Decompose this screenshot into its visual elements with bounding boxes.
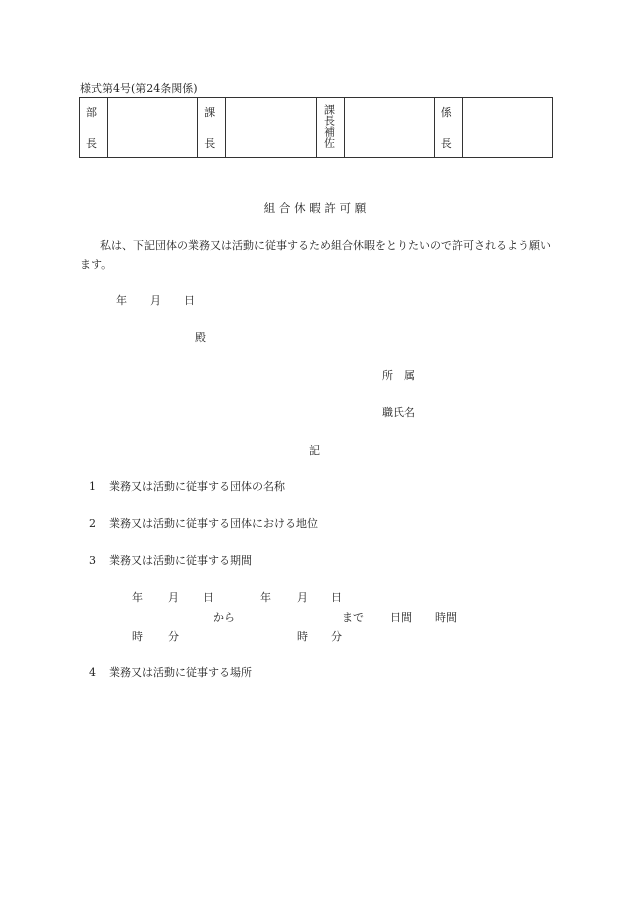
period-end-minute: 分 bbox=[331, 630, 342, 643]
date-month-label: 月 bbox=[150, 294, 161, 307]
stamp-label-top: 係 bbox=[440, 106, 452, 119]
period-days-label: 日間 bbox=[390, 611, 412, 624]
stamp-label-top: 課 bbox=[204, 106, 216, 119]
period-end-day: 日 bbox=[331, 591, 342, 604]
stamp-label-stack bbox=[323, 104, 335, 148]
stamp-label-bucho bbox=[80, 98, 108, 158]
affiliation-label: 所 属 bbox=[382, 369, 415, 382]
period-end-hour: 時 bbox=[297, 630, 308, 643]
period-until-label: まで bbox=[342, 611, 364, 624]
stamp-label-bottom: 長 bbox=[86, 137, 97, 150]
stamp-box-kacho[interactable] bbox=[226, 98, 316, 158]
period-hours-label: 時間 bbox=[435, 611, 457, 624]
stamp-box-bucho[interactable] bbox=[108, 98, 198, 158]
date-year-label: 年 bbox=[116, 294, 127, 307]
list-item bbox=[89, 478, 285, 494]
item-label: 業務又は活動に従事する団体の名称 bbox=[109, 480, 285, 493]
period-end-month: 月 bbox=[297, 591, 308, 604]
period-from-label: から bbox=[213, 611, 235, 624]
stamp-box-kacho-hosa[interactable] bbox=[344, 98, 434, 158]
form-number: 様式第4号(第24条関係) bbox=[80, 82, 198, 95]
stamp-label-kacho-hosa bbox=[316, 98, 344, 158]
stamp-label-char: 補 bbox=[322, 126, 336, 137]
period-end-year: 年 bbox=[260, 591, 271, 604]
stamp-box-kakaricho[interactable] bbox=[462, 98, 552, 158]
item-label: 業務又は活動に従事する期間 bbox=[109, 554, 252, 567]
job-name-label: 職氏名 bbox=[382, 406, 415, 419]
period-start-year: 年 bbox=[132, 591, 143, 604]
approval-stamp-table bbox=[79, 97, 553, 158]
period-start-hour: 時 bbox=[132, 630, 143, 643]
stamp-label-bottom: 長 bbox=[204, 137, 216, 150]
addressee-suffix: 殿 bbox=[195, 331, 206, 344]
item-number: 2 bbox=[89, 517, 96, 530]
stamp-label-char: 課 bbox=[322, 104, 336, 115]
item-number: 1 bbox=[89, 480, 96, 493]
stamp-label-bottom: 長 bbox=[440, 137, 452, 150]
document-title: 組 合 休 暇 許 可 願 bbox=[263, 201, 367, 215]
list-item bbox=[89, 664, 252, 680]
stamp-label-kakaricho bbox=[434, 98, 462, 158]
period-start-day: 日 bbox=[203, 591, 214, 604]
stamp-label-kacho bbox=[198, 98, 226, 158]
ki-heading: 記 bbox=[309, 444, 320, 457]
item-number: 4 bbox=[89, 666, 96, 679]
date-day-label: 日 bbox=[184, 294, 195, 307]
period-start-month: 月 bbox=[168, 591, 179, 604]
item-label: 業務又は活動に従事する場所 bbox=[109, 666, 252, 679]
stamp-label-char: 長 bbox=[322, 115, 336, 126]
stamp-label-top: 部 bbox=[86, 106, 97, 119]
list-item bbox=[89, 552, 252, 568]
stamp-label-char: 佐 bbox=[322, 137, 336, 148]
request-body-text: 私は、下記団体の業務又は活動に従事するため組合休暇をとりたいので許可されるよう願います。 bbox=[80, 239, 551, 271]
list-item bbox=[89, 515, 318, 531]
item-label: 業務又は活動に従事する団体における地位 bbox=[109, 517, 318, 530]
item-number: 3 bbox=[89, 554, 96, 567]
period-start-minute: 分 bbox=[168, 630, 179, 643]
